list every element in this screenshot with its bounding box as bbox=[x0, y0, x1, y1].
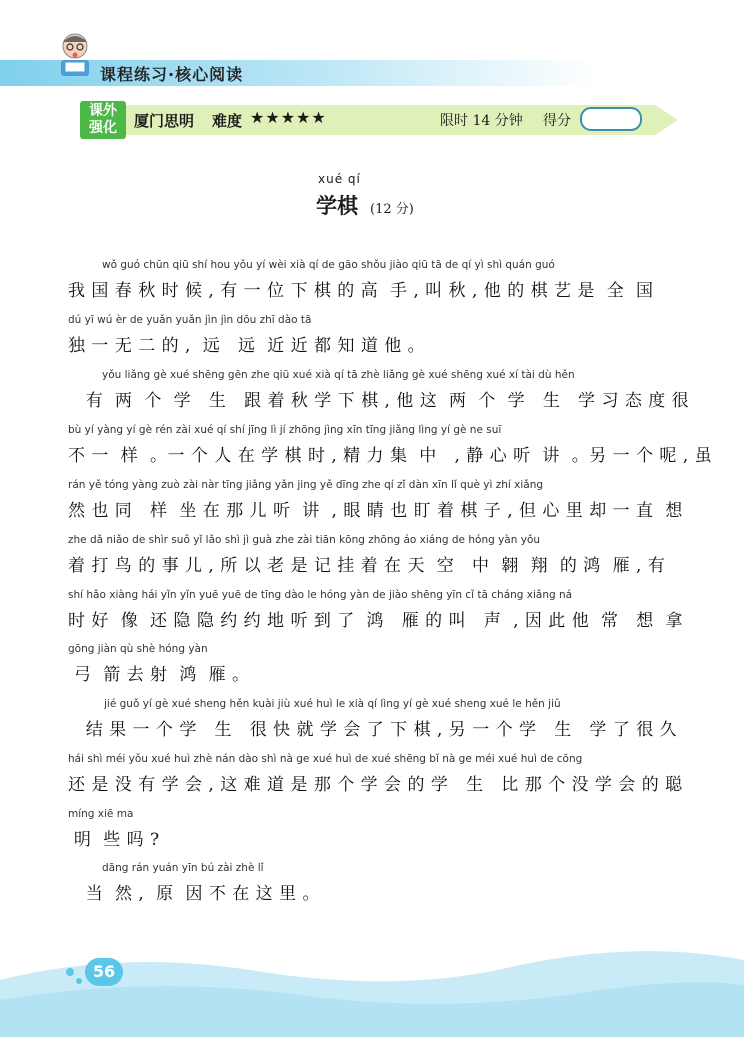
pinyin-line: dú yī wú èr de yuǎn yuǎn jìn jìn dōu zhī dào tā bbox=[68, 314, 312, 326]
difficulty-label: 难度 bbox=[212, 112, 243, 130]
decor-dot bbox=[66, 968, 74, 976]
text-line: 还 是 没 有 学 会 , 这 难 道 是 那 个 学 会 的 学 生 比 那 个 没 学 会 的 聪 bbox=[68, 775, 683, 795]
extra-practice-badge: 课外 强化 bbox=[80, 101, 126, 139]
pinyin-line: shí hǎo xiàng hái yǐn yǐn yuē yuē de tīng dào le hóng yàn de jiào shēng yīn cǐ tā cháng xiǎng ná bbox=[68, 589, 573, 601]
pinyin-line: yǒu liǎng gè xué shēng gēn zhe qiū xué xià qí tā zhè liǎng gè xué shēng xué xí tài dù hěn bbox=[102, 369, 575, 381]
score-field[interactable] bbox=[580, 107, 642, 131]
text-line: 着 打 鸟 的 事 儿 , 所 以 老 是 记 挂 着 在 天 空 中 翱 翔 的 鸿 雁 , 有 bbox=[68, 556, 666, 576]
title-pinyin: xué qí bbox=[318, 172, 361, 186]
pinyin-line: bù yí yàng yí gè rén zài xué qí shí jīng lì jí zhōng jìng xīn tīng jiǎng lìng yí gè ne suī bbox=[68, 424, 502, 436]
page-number: 56 bbox=[85, 958, 123, 986]
pinyin-line: hái shì méi yǒu xué huì zhè nán dào shì nà ge xué huì de xué shēng bǐ nà ge méi xué huì de cōng bbox=[68, 753, 583, 765]
pinyin-line: dāng rán yuán yīn bú zài zhè lǐ bbox=[102, 862, 264, 874]
time-limit: 限时 14 分钟 bbox=[440, 113, 523, 129]
pinyin-line: gōng jiàn qù shè hóng yàn bbox=[68, 643, 208, 655]
pinyin-line: jié guǒ yí gè xué sheng hěn kuài jiù xué huì le xià qí lìng yí gè xué sheng xué le hěn jiǔ bbox=[104, 698, 561, 710]
decor-dot bbox=[76, 978, 82, 984]
text-line: 我 国 春 秋 时 候 , 有 一 位 下 棋 的 高 手 , 叫 秋 , 他 的 棋 艺 是 全 国 bbox=[68, 281, 654, 301]
text-line: 时 好 像 还 隐 隐 约 约 地 听 到 了 鸿 雁 的 叫 声 , 因 此 他 常 想 拿 bbox=[68, 611, 684, 631]
text-line: 弓 箭 去 射 鸿 雁 。 bbox=[68, 665, 250, 685]
text-line: 明 些 吗 ? bbox=[68, 830, 160, 850]
text-line: 独 一 无 二 的 , 远 远 近 近 都 知 道 他 。 bbox=[68, 336, 426, 356]
score-label: 得分 bbox=[543, 113, 571, 129]
section-title: 课程练习·核心阅读 bbox=[100, 65, 244, 84]
text-line: 不 一 样 。一 个 人 在 学 棋 时 , 精 力 集 中 , 静 心 听 讲 。另 一 个 呢 , 虽 bbox=[68, 446, 713, 466]
pinyin-line: rán yě tóng yàng zuò zài nàr tīng jiǎng yǎn jing yě dīng zhe qí zǐ dàn xīn lǐ què yì zhí xiǎng bbox=[68, 479, 544, 491]
passage-score: (12 分) bbox=[370, 202, 414, 217]
text-line: 然 也 同 样 坐 在 那 儿 听 讲 , 眼 睛 也 盯 着 棋 子 , 但 心 里 却 一 直 想 bbox=[68, 501, 683, 521]
pinyin-line: míng xiē ma bbox=[68, 808, 134, 820]
text-line: 当 然 , 原 因 不 在 这 里 。 bbox=[68, 884, 320, 904]
difficulty-stars: ★★★★★ bbox=[250, 108, 327, 127]
footer-wave bbox=[0, 940, 744, 1037]
text-line: 结 果 一 个 学 生 很 快 就 学 会 了 下 棋 , 另 一 个 学 生 学 了 很 久 bbox=[68, 720, 678, 740]
pinyin-line: zhe dǎ niǎo de shìr suǒ yǐ lǎo shì jì guà zhe zài tiān kōng zhōng áo xiáng de hóng yàn yǒu bbox=[68, 534, 541, 546]
passage-title: 学棋 bbox=[316, 194, 358, 218]
text-line: 有 两 个 学 生 跟 着 秋 学 下 棋 , 他 这 两 个 学 生 学 习 态 度 很 bbox=[68, 391, 690, 411]
student-mascot-icon bbox=[55, 30, 95, 80]
source-label: 厦门思明 bbox=[134, 112, 195, 130]
pinyin-line: wǒ guó chūn qiū shí hou yǒu yí wèi xià qí de gāo shǒu jiào qiū tā de qí yì shì quán guó bbox=[102, 259, 555, 271]
